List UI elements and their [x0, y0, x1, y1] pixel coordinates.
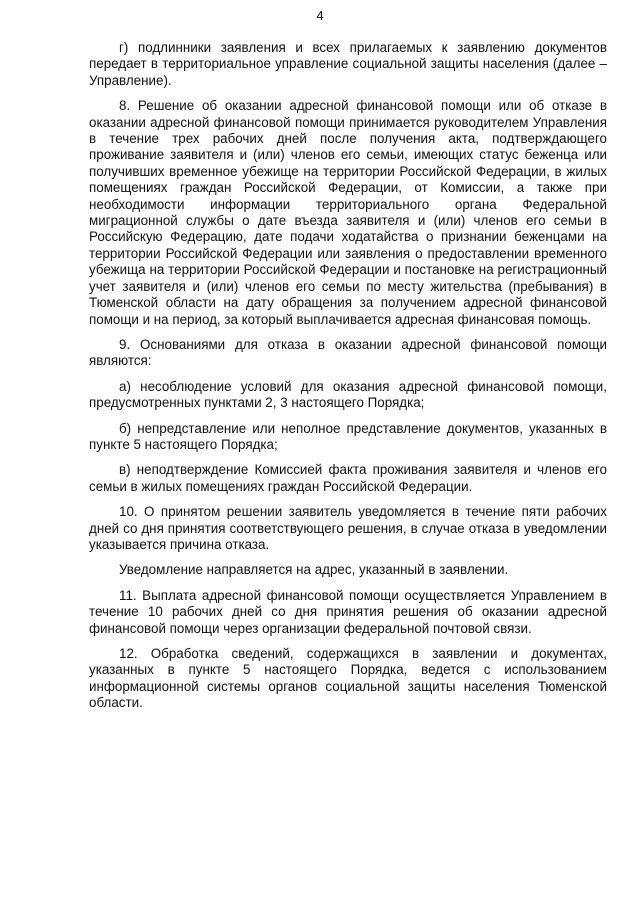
- paragraph-9-a: а) несоблюдение условий для оказания адресной финансовой помощи, предусмотренных пунктами 2, 3 настоящего Порядка;: [89, 378, 607, 411]
- paragraph-10: 10. О принятом решении заявитель уведомляется в течение пяти рабочих дней со дня принятия соответствующего решения, в случае отказа в уведомлении указывается причина отказа.: [89, 504, 607, 552]
- paragraph-9: 9. Основаниями для отказа в оказании адресной финансовой помощи являются:: [89, 336, 607, 369]
- paragraph-8: 8. Решение об оказании адресной финансовой помощи или об отказе в оказании адресной финансовой помощи принимается руководителем Управления в течение трех рабочих дней после получения акта, подтверждающего проживание заявителя и (или) членов его семьи, имеющих статус беженца или получивших временное убежище на территории Российской Федерации, в жилых помещениях граждан Российской Федерации, от Комиссии, а также при необходимости информации территориального органа Федеральной миграционной службы о дате въезда заявителя и (или) членов его семьи в Российскую Федерацию, дате подачи ходатайства о признании беженцами на территории Российской Федерации или заявления о предоставлении временного убежища на территории Российской Федерации и постановке на регистрационный учет заявителя и (или) членов его семьи по месту жительства (пребывания) в Тюменской области на дату обращения за получением адресной финансовой помощи и на период, за который выплачивается адресная финансовая помощь.: [89, 98, 607, 327]
- paragraph-12: 12. Обработка сведений, содержащихся в заявлении и документах, указанных в пункте 5 настоящего Порядка, ведется с использованием информационной системы органов социальной защиты населения Тюменской области.: [89, 646, 607, 711]
- paragraph-11: 11. Выплата адресной финансовой помощи осуществляется Управлением в течение 10 рабочих дней со дня принятия решения об оказании адресной финансовой помощи через организации федеральной почтовой связи.: [89, 587, 607, 636]
- paragraph-subitem-g: г) подлинники заявления и всех прилагаемых к заявлению документов передает в территориальное управление социальной защиты населения (далее – Управление).: [89, 40, 607, 88]
- paragraph-9-v: в) неподтверждение Комиссией факта проживания заявителя и членов его семьи в жилых помещениях граждан Российской Федерации.: [89, 462, 607, 494]
- document-body: [89, 40, 607, 721]
- paragraph-9-b: б) непредставление или неполное представление документов, указанных в пункте 5 настоящего Порядка;: [89, 420, 607, 452]
- page-number: 4: [316, 8, 324, 23]
- paragraph-10-notice: Уведомление направляется на адрес, указанный в заявлении.: [119, 562, 509, 578]
